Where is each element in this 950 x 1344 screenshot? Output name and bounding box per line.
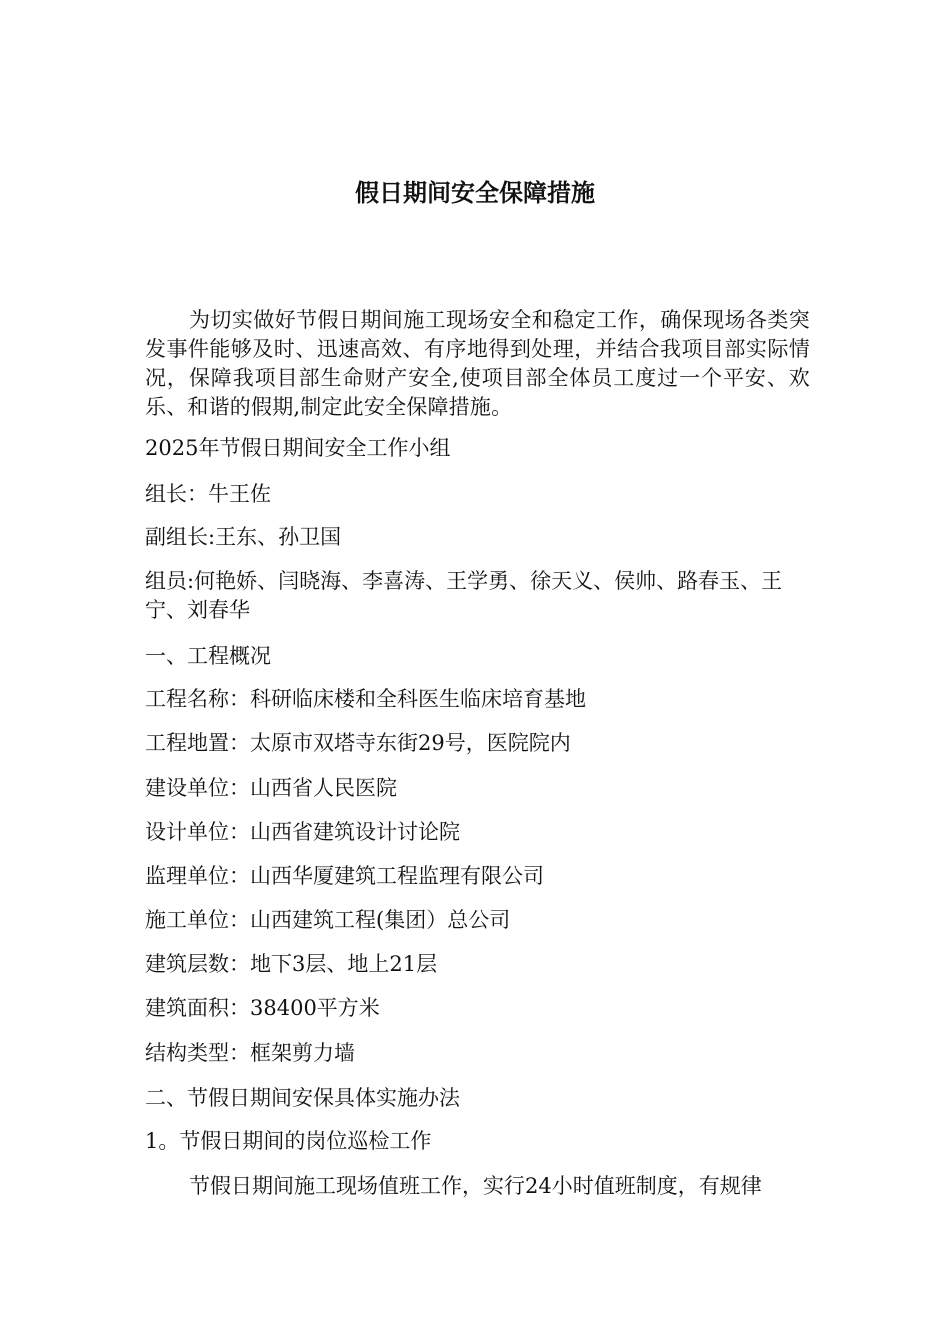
document-title: 假日期间安全保障措施 bbox=[355, 179, 595, 207]
builder-unit: 施工单位：山西建筑工程(集团）总公司 bbox=[145, 908, 511, 932]
building-area: 建筑面积：38400平方米 bbox=[145, 996, 380, 1020]
building-floors: 建筑层数：地下3层、地上21层 bbox=[145, 952, 438, 976]
supervision-unit: 监理单位：山西华厦建筑工程监理有限公司 bbox=[145, 864, 544, 888]
design-unit: 设计单位：山西省建筑设计讨论院 bbox=[145, 820, 460, 844]
subsection-heading-patrol: 1。节假日期间的岗位巡检工作 bbox=[145, 1129, 432, 1153]
duty-paragraph: 节假日期间施工现场值班工作，实行24小时值班制度，有规律 bbox=[189, 1174, 762, 1198]
intro-paragraph: 为切实做好节假日期间施工现场安全和稳定工作，确保现场各类突发事件能够及时、迅速高效、有序地得到处理，并结合我项目部实际情况，保障我项目部生命财产安全,使项目部全体员工度过一个平安、欢乐、和谐的假期,制定此安全保障措施。 bbox=[145, 308, 810, 419]
structure-type: 结构类型：框架剪力墙 bbox=[145, 1041, 355, 1065]
project-name: 工程名称：科研临床楼和全科医生临床培育基地 bbox=[145, 687, 586, 711]
section-heading-project-overview: 一、工程概况 bbox=[145, 644, 271, 668]
group-members: 组员:何艳娇、闫晓海、李喜涛、王学勇、徐天义、侯帅、路春玉、王宁、刘春华 bbox=[145, 569, 783, 622]
project-location: 工程地置：太原市双塔寺东街29号，医院院内 bbox=[145, 731, 571, 755]
construction-unit: 建设单位：山西省人民医院 bbox=[145, 776, 397, 800]
section-heading-holiday-measures: 二、节假日期间安保具体实施办法 bbox=[145, 1086, 460, 1110]
group-leader: 组长：牛王佐 bbox=[145, 482, 271, 506]
deputy-leader: 副组长:王东、孙卫国 bbox=[145, 525, 342, 549]
safety-group-title: 2025年节假日期间安全工作小组 bbox=[145, 436, 451, 460]
